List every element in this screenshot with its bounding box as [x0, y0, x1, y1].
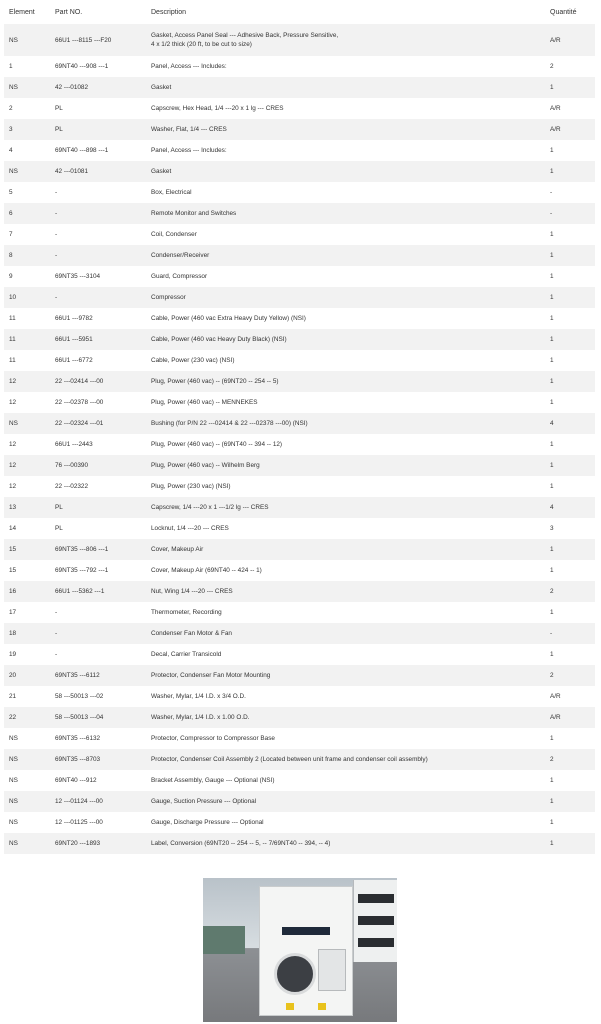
cell-description: Capscrew, 1/4 ---20 x 1 ---1/2 lg --- CRES [146, 497, 545, 518]
table-row [4, 707, 595, 728]
table-row [4, 581, 595, 602]
table-row [4, 413, 595, 434]
table-row [4, 245, 595, 266]
condenser-fan-grille [274, 953, 316, 995]
cell-part-number: 12 ---01125 ---00 [50, 812, 146, 833]
cell-quantity: 1 [545, 350, 595, 371]
cell-part-number: 76 ---00390 [50, 455, 146, 476]
cell-quantity: 1 [545, 539, 595, 560]
table-row [4, 518, 595, 539]
cell-quantity: A/R [545, 24, 595, 56]
cell-description: Panel, Access --- Includes: [146, 56, 545, 77]
cell-part-number: - [50, 644, 146, 665]
header-quantity: Quantité [550, 8, 577, 16]
cell-description: Condenser Fan Motor & Fan [146, 623, 545, 644]
table-row [4, 728, 595, 749]
cell-quantity: 1 [545, 224, 595, 245]
cell-quantity: 1 [545, 287, 595, 308]
cell-quantity: 1 [545, 140, 595, 161]
table-row [4, 749, 595, 770]
cell-description: Gauge, Suction Pressure --- Optional [146, 791, 545, 812]
cell-quantity: 4 [545, 497, 595, 518]
cell-description: Thermometer, Recording [146, 602, 545, 623]
cell-quantity: 1 [545, 371, 595, 392]
cell-description: Guard, Compressor [146, 266, 545, 287]
cell-element: NS [4, 24, 50, 56]
header-element: Element [9, 8, 35, 16]
table-row [4, 182, 595, 203]
cell-description: Cover, Makeup Air (69NT40 -- 424 -- 1) [146, 560, 545, 581]
cell-part-number: 69NT40 ---898 ---1 [50, 140, 146, 161]
cell-element: 22 [4, 707, 50, 728]
cell-part-number: - [50, 602, 146, 623]
cell-description: Compressor [146, 287, 545, 308]
cell-description: Nut, Wing 1/4 ---20 --- CRES [146, 581, 545, 602]
description-line: Gasket, Access Panel Seal --- Adhesive Back, Pressure Sensitive, [151, 32, 339, 39]
cell-part-number: 69NT35 ---3104 [50, 266, 146, 287]
cell-description: Washer, Mylar, 1/4 I.D. x 1.00 O.D. [146, 707, 545, 728]
parts-list [4, 0, 595, 854]
cell-description: Bracket Assembly, Gauge --- Optional (NSI) [146, 770, 545, 791]
cell-quantity: 1 [545, 266, 595, 287]
cell-part-number: - [50, 287, 146, 308]
table-row [4, 812, 595, 833]
cell-element: NS [4, 749, 50, 770]
cell-part-number: 69NT35 ---806 ---1 [50, 539, 146, 560]
cell-element: 12 [4, 371, 50, 392]
cell-quantity: 1 [545, 812, 595, 833]
cell-element: 12 [4, 434, 50, 455]
cell-element: NS [4, 728, 50, 749]
table-row [4, 791, 595, 812]
cell-quantity: 1 [545, 560, 595, 581]
cell-quantity: 1 [545, 770, 595, 791]
unit-logo [282, 927, 330, 935]
table-row [4, 350, 595, 371]
cell-part-number: 22 ---02378 ---00 [50, 392, 146, 413]
cell-description: Cable, Power (460 vac Heavy Duty Black) (NSI) [146, 329, 545, 350]
photo-building [203, 926, 245, 954]
parts-table [4, 0, 595, 854]
cell-description: Gasket [146, 161, 545, 182]
table-row [4, 644, 595, 665]
cell-quantity: 1 [545, 728, 595, 749]
table-row [4, 497, 595, 518]
cell-description: Decal, Carrier Transicold [146, 644, 545, 665]
cell-element: 7 [4, 224, 50, 245]
cell-quantity: 2 [545, 581, 595, 602]
cell-element: NS [4, 413, 50, 434]
cell-part-number: 12 ---01124 ---00 [50, 791, 146, 812]
cell-element: 21 [4, 686, 50, 707]
table-row [4, 77, 595, 98]
cell-element: 18 [4, 623, 50, 644]
table-row [4, 266, 595, 287]
cell-element: 11 [4, 329, 50, 350]
cell-quantity: 2 [545, 56, 595, 77]
cell-description: Plug, Power (460 vac) -- (69NT40 -- 394 -- 12) [146, 434, 545, 455]
table-row [4, 602, 595, 623]
photo-container-stack [353, 880, 397, 962]
cell-element: 19 [4, 644, 50, 665]
cell-part-number: 66U1 ---2443 [50, 434, 146, 455]
cell-description: Plug, Power (460 vac) -- (69NT20 -- 254 -- 5) [146, 371, 545, 392]
cell-quantity: A/R [545, 707, 595, 728]
cell-part-number: - [50, 203, 146, 224]
table-row [4, 224, 595, 245]
cell-part-number: 69NT20 ---1893 [50, 833, 146, 854]
cell-description: Capscrew, Hex Head, 1/4 ---20 x 1 lg --- CRES [146, 98, 545, 119]
refrigeration-unit [259, 886, 353, 1016]
cell-element: 10 [4, 287, 50, 308]
cell-element: 8 [4, 245, 50, 266]
cell-description: Box, Electrical [146, 182, 545, 203]
cell-description: Plug, Power (230 vac) (NSI) [146, 476, 545, 497]
warning-label [318, 1003, 326, 1010]
cell-element: 12 [4, 455, 50, 476]
cell-element: 5 [4, 182, 50, 203]
cell-part-number: 69NT40 ---908 ---1 [50, 56, 146, 77]
cell-element: 15 [4, 539, 50, 560]
cell-description: Plug, Power (460 vac) -- Wilhelm Berg [146, 455, 545, 476]
description-line: 4 x 1/2 thick (20 ft, to be cut to size) [151, 41, 252, 48]
cell-element: NS [4, 833, 50, 854]
cell-part-number: 69NT35 ---792 ---1 [50, 560, 146, 581]
table-row [4, 140, 595, 161]
cell-description: Locknut, 1/4 ---20 --- CRES [146, 518, 545, 539]
product-photo [203, 878, 397, 1022]
cell-part-number: PL [50, 518, 146, 539]
cell-element: 6 [4, 203, 50, 224]
cell-part-number: - [50, 623, 146, 644]
cell-quantity: A/R [545, 686, 595, 707]
cell-description: Cable, Power (230 vac) (NSI) [146, 350, 545, 371]
table-row [4, 203, 595, 224]
cell-part-number: 66U1 ---8115 ---F20 [50, 24, 146, 56]
cell-quantity: 1 [545, 434, 595, 455]
cell-description: Bushing (for P/N 22 ---02414 & 22 ---02378 ---00) (NSI) [146, 413, 545, 434]
cell-part-number: 42 ---01081 [50, 161, 146, 182]
cell-quantity: 1 [545, 308, 595, 329]
table-row [4, 24, 595, 56]
cell-description: Gasket [146, 77, 545, 98]
cell-element: 14 [4, 518, 50, 539]
table-row [4, 539, 595, 560]
cell-quantity: 1 [545, 644, 595, 665]
table-row [4, 455, 595, 476]
cell-description: Panel, Access --- Includes: [146, 140, 545, 161]
cell-part-number: - [50, 224, 146, 245]
cell-element: 4 [4, 140, 50, 161]
cell-element: 2 [4, 98, 50, 119]
cell-element: 1 [4, 56, 50, 77]
cell-description: Protector, Condenser Fan Motor Mounting [146, 665, 545, 686]
cell-description: Remote Monitor and Switches [146, 203, 545, 224]
cell-part-number: 69NT35 ---6132 [50, 728, 146, 749]
cell-element: 13 [4, 497, 50, 518]
cell-part-number: 69NT35 ---8703 [50, 749, 146, 770]
cell-element: 11 [4, 308, 50, 329]
cell-part-number: 66U1 ---6772 [50, 350, 146, 371]
cell-quantity: - [545, 203, 595, 224]
cell-quantity: 2 [545, 665, 595, 686]
table-row [4, 287, 595, 308]
cell-quantity: 1 [545, 833, 595, 854]
cell-element: NS [4, 161, 50, 182]
table-row [4, 161, 595, 182]
table-row [4, 119, 595, 140]
cell-quantity: 1 [545, 602, 595, 623]
cell-quantity: 1 [545, 791, 595, 812]
cell-part-number: 66U1 ---5951 [50, 329, 146, 350]
cell-quantity: - [545, 623, 595, 644]
cell-quantity: A/R [545, 119, 595, 140]
cell-description: Protector, Condenser Coil Assembly 2 (Located between unit frame and condenser coil assembly) [146, 749, 545, 770]
cell-quantity: 1 [545, 455, 595, 476]
table-row [4, 476, 595, 497]
cell-part-number: PL [50, 119, 146, 140]
cell-part-number: 22 ---02322 [50, 476, 146, 497]
cell-description: Washer, Mylar, 1/4 I.D. x 3/4 O.D. [146, 686, 545, 707]
table-row [4, 560, 595, 581]
table-row [4, 623, 595, 644]
table-row [4, 665, 595, 686]
table-row [4, 770, 595, 791]
cell-element: 16 [4, 581, 50, 602]
table-row [4, 833, 595, 854]
cell-part-number: 66U1 ---9782 [50, 308, 146, 329]
cell-description: Gauge, Discharge Pressure --- Optional [146, 812, 545, 833]
cell-element: 3 [4, 119, 50, 140]
cell-part-number: 66U1 ---5362 ---1 [50, 581, 146, 602]
table-row [4, 686, 595, 707]
cell-part-number: 58 ---50013 ---04 [50, 707, 146, 728]
table-row [4, 308, 595, 329]
cell-part-number: 69NT40 ---912 [50, 770, 146, 791]
cell-quantity: 3 [545, 518, 595, 539]
cell-quantity: 4 [545, 413, 595, 434]
cell-part-number: PL [50, 497, 146, 518]
cell-element: NS [4, 791, 50, 812]
cell-element: NS [4, 77, 50, 98]
cell-part-number: 22 ---02414 ---00 [50, 371, 146, 392]
cell-description: Coil, Condenser [146, 224, 545, 245]
cell-element: NS [4, 770, 50, 791]
table-row [4, 98, 595, 119]
cell-quantity: A/R [545, 98, 595, 119]
cell-element: 20 [4, 665, 50, 686]
cell-description: Cover, Makeup Air [146, 539, 545, 560]
table-header-row [4, 0, 595, 24]
warning-label [286, 1003, 294, 1010]
cell-description: Washer, Flat, 1/4 --- CRES [146, 119, 545, 140]
control-panel [318, 949, 346, 991]
cell-part-number: - [50, 245, 146, 266]
cell-quantity: 2 [545, 749, 595, 770]
cell-element: NS [4, 812, 50, 833]
cell-quantity: 1 [545, 476, 595, 497]
cell-description: Protector, Compressor to Compressor Base [146, 728, 545, 749]
cell-description: Label, Conversion (69NT20 -- 254 -- 5, -- 7/69NT40 -- 394, -- 4) [146, 833, 545, 854]
cell-description: Plug, Power (460 vac) -- MENNEKES [146, 392, 545, 413]
table-row [4, 392, 595, 413]
cell-element: 12 [4, 392, 50, 413]
header-description: Description [151, 8, 187, 16]
table-row [4, 434, 595, 455]
cell-part-number: 22 ---02324 ---01 [50, 413, 146, 434]
cell-description: Cable, Power (460 vac Extra Heavy Duty Yellow) (NSI) [146, 308, 545, 329]
cell-quantity: 1 [545, 161, 595, 182]
cell-element: 11 [4, 350, 50, 371]
cell-part-number: - [50, 182, 146, 203]
cell-part-number: 58 ---50013 ---02 [50, 686, 146, 707]
cell-element: 17 [4, 602, 50, 623]
cell-element: 12 [4, 476, 50, 497]
cell-quantity: 1 [545, 329, 595, 350]
cell-description: Condenser/Receiver [146, 245, 545, 266]
cell-part-number: PL [50, 98, 146, 119]
cell-description [146, 24, 545, 56]
cell-element: 15 [4, 560, 50, 581]
table-row [4, 329, 595, 350]
cell-quantity: - [545, 182, 595, 203]
cell-part-number: 69NT35 ---6112 [50, 665, 146, 686]
table-row [4, 371, 595, 392]
cell-part-number: 42 ---01082 [50, 77, 146, 98]
cell-quantity: 1 [545, 77, 595, 98]
header-part-number: Part NO. [55, 8, 83, 16]
table-row [4, 56, 595, 77]
cell-quantity: 1 [545, 245, 595, 266]
cell-element: 9 [4, 266, 50, 287]
cell-quantity: 1 [545, 392, 595, 413]
